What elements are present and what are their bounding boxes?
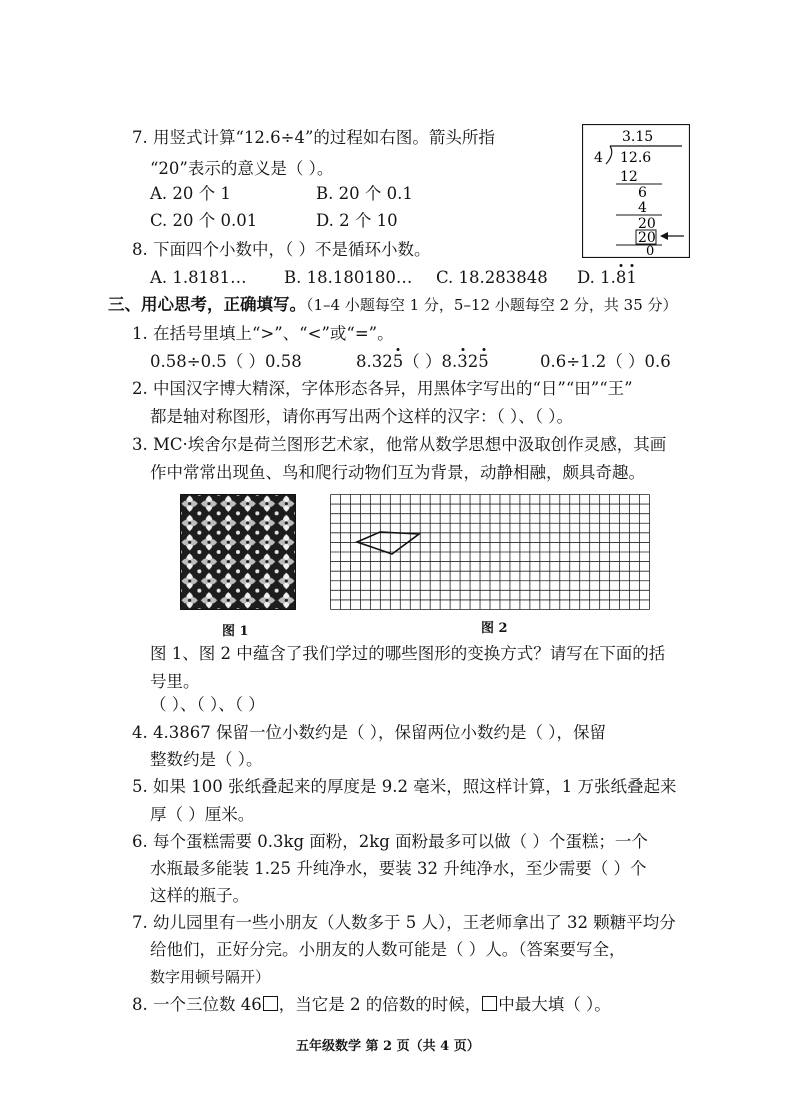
q7-option-a: A. 20 个 1 (150, 184, 231, 203)
s4-line2: 整数约是（ ）。 (150, 750, 263, 769)
s3-line3: 图 1、图 2 中蕴含了我们学过的哪些图形的变换方式？请写在下面的括 (150, 644, 666, 663)
s6-line1: 6. 每个蛋糕需要 0.3kg 面粉，2kg 面粉最多可以做（ ）个蛋糕；一个 (132, 832, 648, 851)
s1-compare-2-mid: （ ）8. (403, 352, 458, 371)
s3-line4: 号里。 (150, 672, 200, 691)
s1-text: 1. 在括号里填上“>”、“<”或“=”。 (132, 324, 394, 343)
division-bracket (606, 146, 612, 164)
s5-line2: 厚（ ）厘米。 (150, 805, 255, 824)
step-4: 20 (638, 216, 656, 232)
repeating-digit: 5 (478, 350, 489, 374)
divisor: 4 (594, 150, 603, 166)
section-3-title: 三、用心思考，正确填写。 (108, 295, 306, 314)
square-grid-figure (330, 494, 650, 610)
section-3-heading (108, 293, 678, 317)
repeating-digit: 3 (457, 350, 468, 374)
s1-compare-3: 0.6÷1.2（ ）0.6 (540, 352, 671, 371)
pattern-tiles (180, 494, 296, 610)
s7-line3: 数字用顿号隔开） (150, 968, 271, 986)
s3-line2: 作中常常出现鱼、鸟和爬行动物们互为背景，动静相融，颇具奇趣。 (150, 463, 645, 482)
q8-option-d (577, 266, 637, 290)
s7-line1: 7. 幼儿园里有一些小朋友（人数多于 5 人），王老师拿出了 32 颗糖平均分 (132, 913, 676, 932)
step-3: 4 (638, 200, 647, 216)
tessellation-pattern-image (180, 494, 296, 610)
s1-compare-1: 0.58÷0.5（ ）0.58 (150, 352, 302, 371)
quotient: 3.15 (622, 129, 654, 145)
page-footer: 五年级数学 第 2 页（共 4 页） (296, 1039, 480, 1054)
s5-line1: 5. 如果 100 张纸叠起来的厚度是 9.2 毫米，照这样计算，1 万张纸叠起来 (132, 777, 677, 796)
q8-option-d-prefix: D. 1. (577, 268, 616, 287)
q8-option-b: B. 18.180180… (284, 268, 413, 287)
s2-line1: 2. 中国汉字博大精深，字体形态各异，用黑体字写出的“日”“田”“王” (132, 379, 633, 398)
step-5: 20 (638, 230, 656, 246)
s3-answer-blanks: （ ）、（ ）、（ ） (150, 695, 265, 714)
q7-line2: “20”表示的意义是（ ）。 (150, 159, 334, 178)
arrow-icon (660, 232, 668, 240)
s6-line2: 水瓶最多能装 1.25 升纯净水，要装 32 升纯净水，至少需要（ ）个 (150, 859, 647, 878)
step-1: 12 (620, 169, 638, 185)
long-division-figure (582, 124, 690, 258)
s3-line1: 3. MC·埃舍尔是荷兰图形艺术家，他常从数学思想中汲取创作灵感，其画 (132, 435, 667, 454)
q7-line1: 7. 用竖式计算“12.6÷4”的过程如右图。箭头所指 (132, 128, 495, 147)
step-2: 6 (638, 185, 647, 201)
s2-line2: 都是轴对称图形，请你再写出两个这样的汉字：（ ）、（ ）。 (150, 407, 573, 426)
s7-line2: 给他们，正好分完。小朋友的人数可能是（ ）人。（答案要写全， (150, 940, 626, 959)
rhombus-shape (357, 532, 419, 554)
step-6: 0 (646, 244, 655, 258)
dividend: 12.6 (620, 150, 652, 166)
s8-suffix: 中最大填（ ）。 (498, 995, 611, 1014)
digit: 2 (467, 352, 479, 371)
s8-text (132, 993, 611, 1017)
s6-line3: 这样的瓶子。 (150, 886, 249, 905)
repeating-digit: 8 (616, 266, 627, 290)
repeating-digit: 5 (393, 350, 404, 374)
grid-lines (331, 495, 650, 610)
q7-option-b: B. 20 个 0.1 (316, 184, 413, 203)
s8-middle: ，当它是 2 的倍数的时候， (278, 995, 482, 1014)
blank-square-icon (482, 996, 497, 1011)
q8-text: 8. 下面四个小数中，（ ）不是循环小数。 (132, 240, 431, 259)
q8-option-c: C. 18.283848 (436, 268, 548, 287)
figure-2-caption: 图 2 (481, 621, 508, 636)
s1-compare-2 (356, 350, 489, 374)
blank-square-icon (263, 996, 278, 1011)
repeating-digit: 1 (626, 266, 637, 290)
s8-prefix: 8. 一个三位数 46 (132, 995, 262, 1014)
s4-line1: 4. 4.3867 保留一位小数约是（ ），保留两位小数约是（ ），保留 (132, 723, 606, 742)
q8-option-a: A. 1.8181… (150, 268, 247, 287)
q7-option-c: C. 20 个 0.01 (150, 211, 258, 230)
section-3-scoring-note: （1–4 小题每空 1 分，5–12 小题每空 2 分，共 35 分） (306, 296, 678, 314)
s1-compare-2-left: 8.32 (356, 352, 393, 371)
q7-option-d: D. 2 个 10 (316, 211, 398, 230)
figure-1-caption: 图 1 (222, 624, 249, 639)
